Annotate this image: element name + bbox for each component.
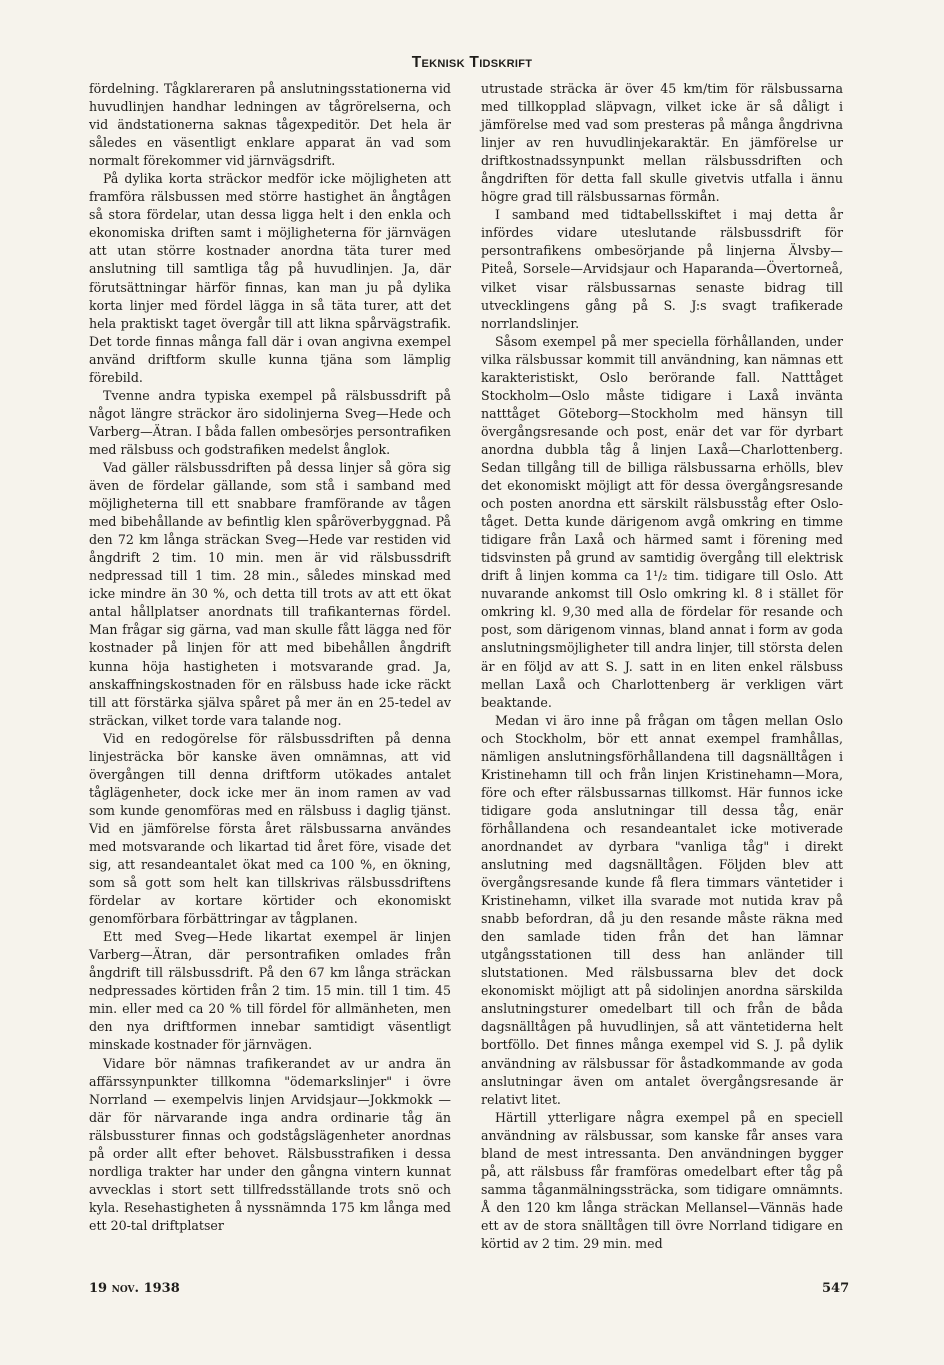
paragraph: Härtill ytterligare några exempel på en speciell användning av rälsbussar, som kanske får anses vara bland de mest intressanta. Den användningen bygger på, att rälsbuss får framföras omedelbart efter tåg på samma tåganmälningssträcka, som tidigare omnämnts. Å den 120 km långa sträckan Mellansel—Vännäs hade ett av de stora snälltågen till övre Norrland tidigare en körtid av 2 tim. 29 min. med — [481, 1109, 843, 1251]
paragraph: Ett med Sveg—Hede likartat exempel är linjen Varberg—Ätran, där persontrafiken omlades från ångdrift till rälsbussdrift. På den 67 km långa sträckan nedpressades körtiden från 2 tim. 15 min. till 1 tim. 45 min. eller med ca 20 % till fördel för allmänheten, men den nya driftformen innebar samtidigt väsentligt minskade kostnader för järnvägen. — [89, 929, 451, 1053]
issue-month: nov. — [111, 1281, 140, 1296]
paragraph: Vidare bör nämnas trafikerandet av ur andra än affärssynpunkter tillkomna "ödemarkslinjer" i övre Norrland — exempelvis linjen Arvidsjaur—Jokkmokk — där för närvarande inga andra ordinarie tåg än rälsbussturer finnas och godstågslägenheter anordnas på order allt efter behovet. Rälsbusstrafiken i dessa nordliga trakter har under den gångna vintern kunnat avvecklas i stort sett tillfredsställande trots snö och kyla. Resehastigheten å nyssnämnda 175 km långa med ett 20-tal driftplatser — [89, 1055, 451, 1233]
issue-year: 1938 — [143, 1281, 180, 1296]
paragraph: På dylika korta sträckor medför icke möjligheten att framföra rälsbussen med större hastighet än ångtågen så stora fördelar, utan dessa ligga helt i den enkla och ekonomiska driften samt i möjligheterna för järnvägen att utan större kostnader anordna täta turer med anslutning till samtliga tåg på huvudlinjen. Ja, där förutsättningar härför finnas, kan man ju på dylika korta linjer med fördel lägga in så täta turer, att det hela praktiskt taget övergår till att likna spårvägstrafik. Det torde finnas många fall där i ovan angivna exempel använd driftform skulle kunna tjäna som lämplig förebild. — [89, 171, 451, 385]
paragraph: Vad gäller rälsbussdriften på dessa linjer så göra sig även de fördelar gällande, som stå i samband med möjligheterna till ett snabbare framförande av tågen med bibehållande av befintlig klen spåröverbyggnad. På den 72 km långa sträckan Sveg—Hede var restiden vid ångdrift 2 tim. 10 min. men är vid rälsbussdrift nedpressad till 1 tim. 28 min., således minskad med icke mindre än 30 %, och detta till trots av att ett ökat antal hållplatser anordnats till trafikanternas fördel. Man frågar sig gärna, vad man skulle fått lägga ned för kostnader på linjen för att med bibehållen ångdrift kunna höja hastigheten i motsvarande grad. Ja, anskaffningskostnaden för en rälsbuss hade icke räckt till att förstärka själva spåret på mer än en 25-tedel av sträckan, vilket torde vara talande nog. — [89, 459, 451, 728]
left-column — [89, 80, 451, 1235]
right-column — [481, 80, 843, 1253]
paragraph: Vid en redogörelse för rälsbussdriften på denna linjesträcka bör kanske även omnämnas, att vid övergången till denna driftform utökades antalet tåglägenheter, dock icke mer än inom ramen av vad som kunde genomföras med en rälsbuss i daglig tjänst. Vid en jämförelse första året rälsbussarna användes med motsvarande och likartad tid året före, visade det sig, att resandeantalet ökat med ca 100 %, en ökning, som så gott som helt kan tillskrivas rälsbussdriftens fördelar av kortare körtider och ekonomiskt genomförbara förbättringar av tågplanen. — [89, 730, 451, 927]
page-number: 547 — [822, 1281, 850, 1296]
paragraph: Medan vi äro inne på frågan om tågen mellan Oslo och Stockholm, bör ett annat exempel framhållas, nämligen anslutningsförhållandena till dagsnälltågen i Kristinehamn till och från linjen Kristinehamn—Mora, före och efter rälsbussarnas tillkomst. Här funnos icke tidigare goda anslutningar till dessa tåg, enär förhållandena och resandeantalet icke motiverade anordnandet av dyrbara "vanliga tåg" i direkt anslutning med dagsnälltågen. Följden blev att övergångsresande kunde få flera timmars väntetider i Kristinehamn, vilket illa svarade mot nutida krav på snabb befordran, då ju den resande måste räkna med den samlade tiden från det han lämnar utgångsstationen till dess han anländer till slutstationen. Med rälsbussarna blev det dock ekonomiskt möjligt att på sidolinjen anordna särskilda anslutningsturer omedelbart till och från de båda dagsnälltågen på huvudlinjen, så att väntetiderna helt bortföllo. Det finnes många exempel vid S. J. på dylik användning av rälsbussar för åstadkommande av goda anslutningar även om antalet övergångsresande är relativt litet. — [481, 712, 843, 1107]
journal-title: Teknisk Tidskrift — [411, 54, 533, 71]
paragraph: I samband med tidtabellsskiftet i maj detta år infördes vidare uteslutande rälsbussdrift för persontrafikens ombesörjande på linjerna Älvsby—Piteå, Sorsele—Arvidsjaur och Haparanda—Övertorneå, vilket visar rälsbussarnas senaste bidrag till utvecklingens gång på S. J:s svagt trafikerade norrlandslinjer. — [481, 207, 843, 331]
paragraph: utrustade sträcka är över 45 km/tim för rälsbussarna med tillkopplad släpvagn, vilket icke är så dåligt i jämförelse med vad som presteras på många ångdrivna linjer av ren huvudlinjekaraktär. En jämförelse ur driftkostnadssynpunkt mellan rälsbussdriften och ångdriften för detta fall skulle givetvis utfalla i ännu högre grad till rälsbussarnas förmån. — [481, 81, 843, 205]
issue-date — [89, 1281, 180, 1296]
issue-day: 19 — [89, 1281, 108, 1296]
paragraph: fördelning. Tågklareraren på anslutningsstationerna vid huvudlinjen handhar ledningen av tågrörelserna, och vid ändstationerna saknas tågexpeditör. Det hela är således en väsentligt enklare apparat än vad som normalt förekommer vid järnvägsdrift. — [89, 81, 451, 169]
paragraph: Tvenne andra typiska exempel på rälsbussdrift på något längre sträckor äro sidolinjerna Sveg—Hede och Varberg—Ätran. I båda fallen ombesörjes persontrafiken med rälsbuss och godstrafiken medelst ånglok. — [89, 387, 451, 457]
paragraph: Såsom exempel på mer speciella förhållanden, under vilka rälsbussar kommit till användning, kan nämnas ett karakteristiskt, Oslo berörande fall. Natttåget Stockholm—Oslo måste tidigare i Laxå invänta natttåget Göteborg—Stockholm med hänsyn till övergångsresande och post, enär det var för dyrbart anordna dubbla tåg å linjen Laxå—Charlottenberg. Sedan tillgång till de billiga rälsbussarna erhölls, blev det ekonomiskt möjligt att för dessa övergångsresande och posten anordna ett särskilt rälsbusståg efter Oslo-tåget. Detta kunde därigenom avgå omkring en timme tidigare från Laxå och härmed samt i förening med tidsvinsten på grund av samtidig övergång till elektrisk drift å linjen komma ca 1¹/₂ tim. tidigare till Oslo. Att nuvarande ankomst till Oslo omkring kl. 8 i stället för omkring kl. 9,30 med alla de fördelar för resande och post, som därigenom vinnas, bland annat i form av goda anslutningsmöjligheter till andra linjer, till största delen är en följd av att S. J. satt in en liten enkel rälsbuss mellan Laxå och Charlottenberg är verkligen värt beaktande. — [481, 333, 843, 710]
